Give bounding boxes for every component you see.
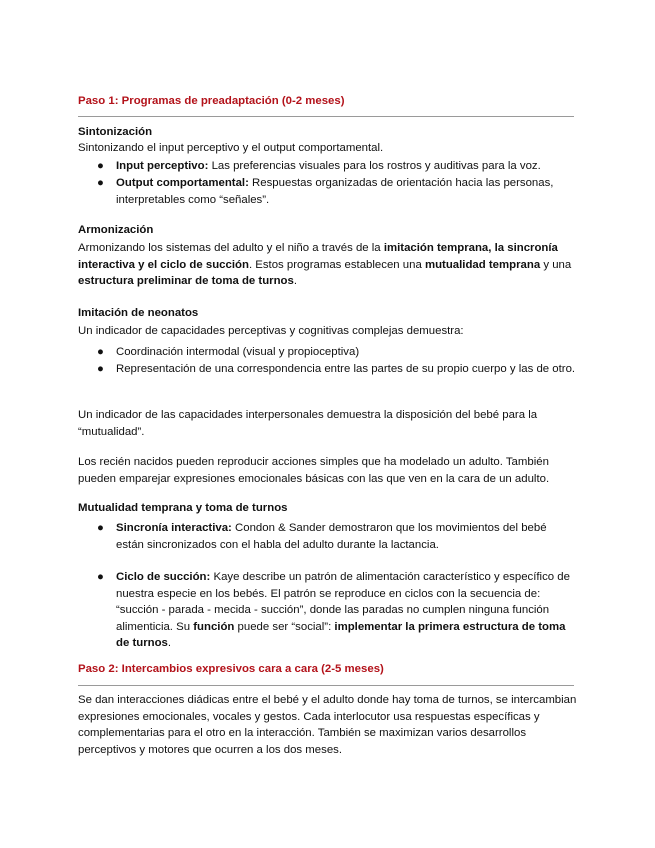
text-run: .: [167, 637, 172, 649]
text-run: Kaye describe un patrón de alimentación característico y específico de nuestra especie en los bebés. El patrón se reproduce en ciclos con la secuencia de: “succión - parada - mecida - succión”, donde las paradas no cumplen ninguna función alimenticia. Su: [116, 571, 570, 633]
bold-run: estructura preliminar de toma de turnos: [78, 275, 294, 287]
mutualidad-heading: Mutualidad temprana y toma de turnos: [78, 502, 288, 514]
step1-divider: [78, 116, 574, 117]
step2-title: Paso 2: Intercambios expresivos cara a cara (2-5 meses): [78, 663, 384, 675]
bullet-icon: ●: [97, 363, 104, 375]
imitacion-paragraph-2: Los recién nacidos pueden reproducir acciones simples que ha modelado un adulto. También pueden emparejar expresiones emocionales básicas con las que ven en la cara de un adulto.: [78, 456, 550, 485]
list-item-text: Las preferencias visuales para los rostros y auditivas para la voz.: [208, 160, 541, 172]
list-item-bold: Input perceptivo:: [116, 160, 209, 172]
text-run: y una: [540, 258, 572, 271]
step2-divider: [78, 685, 574, 686]
text-run: Armonizando los sistemas del adulto y el niño a través de la: [78, 242, 384, 254]
list-item-text: Coordinación intermodal (visual y propioceptiva): [116, 346, 360, 358]
bold-run: imitación temprana, la sincronía interactiva y el ciclo de succión: [78, 242, 558, 271]
bullet-icon: ●: [97, 522, 104, 534]
bullet-icon: ●: [97, 160, 104, 172]
text-run: .: [293, 275, 298, 287]
bullet-icon: ●: [97, 571, 104, 583]
bold-run: implementar la primera estructura de toma de turnos: [116, 620, 566, 649]
text-run: . Estos programas establecen una: [248, 258, 425, 271]
imitacion-intro: Un indicador de capacidades perceptivas y cognitivas complejas demuestra:: [78, 325, 464, 337]
list-item-text: Representación de una correspondencia entre las partes de su propio cuerpo y las de otro.: [116, 363, 576, 375]
sintonizacion-intro: Sintonizando el input perceptivo y el output comportamental.: [78, 142, 384, 154]
armonizacion-heading: Armonización: [78, 224, 154, 236]
sintonizacion-heading: Sintonización: [78, 126, 153, 138]
imitacion-heading: Imitación de neonatos: [78, 307, 199, 319]
bold-run: función: [193, 620, 235, 633]
list-item-text: Respuestas organizadas de orientación hacia las personas, interpretables como “señales”.: [116, 177, 554, 206]
step2-paragraph: Se dan interacciones diádicas entre el bebé y el adulto donde hay toma de turnos, se intercambian expresiones emocionales, vocales y gestos. Cada interlocutor usa respuestas específicas y complementarias para el otro en la interacción. También se maximizan varios desarrollos perceptivos y motores que ocurren a los dos meses.: [78, 694, 577, 756]
list-item-bold: Output comportamental:: [116, 177, 249, 189]
list-item-bold: Ciclo de succión:: [116, 571, 211, 583]
list-item-text: Condon & Sander demostraron que los movimientos del bebé están sincronizados con el habla del adulto durante la lactancia.: [116, 522, 547, 551]
step1-title: Paso 1: Programas de preadaptación (0-2 meses): [78, 95, 345, 107]
list-item-bold: Sincronía interactiva:: [116, 522, 232, 534]
imitacion-paragraph-1: Un indicador de las capacidades interpersonales demuestra la disposición del bebé para la “mutualidad”.: [78, 409, 538, 438]
bullet-icon: ●: [97, 177, 104, 189]
armonizacion-paragraph: [78, 240, 578, 290]
bullet-icon: ●: [97, 346, 104, 358]
bold-run: mutualidad temprana: [424, 258, 541, 271]
text-run: puede ser “social”:: [234, 620, 335, 633]
